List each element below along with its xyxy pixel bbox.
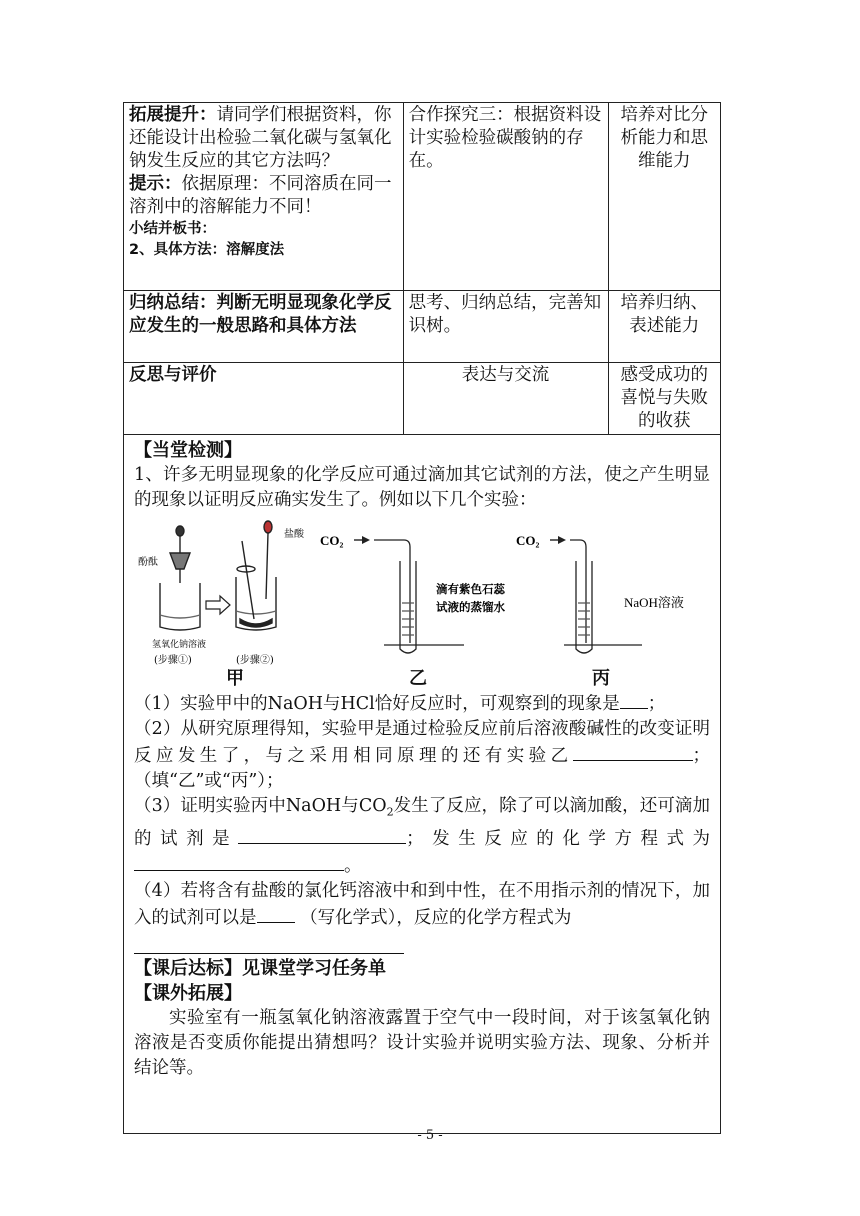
question-1: 1、许多无明显现象的化学反应可通过滴加其它试剂的方法，使之产生明显的现象以证明反应确实发生了。例如以下几个实验： (134, 465, 710, 510)
hint-text: 依据原理：不同溶质在同一溶剂中的溶解能力不同！ (129, 174, 392, 217)
cooperation-cell (403, 103, 608, 291)
class-test-heading: 【当堂检测】 (134, 440, 242, 461)
sub-question-3: （3）证明实验丙中NaOH与$CO_2$发生了反应，除了可以滴加酸，还可滴加的试剂是 ；发生反应的化学方程式为。 (134, 796, 711, 876)
naoh-label: NaOH溶液 (624, 595, 684, 610)
after-class-heading: 【课后达标】见课堂学习任务单 (134, 957, 386, 979)
hcl-label: 盐酸 (284, 529, 304, 540)
litmus-label-2: 试液的蒸馏水 (436, 600, 505, 614)
expression-cell: 表达与交流 (403, 363, 608, 435)
phenolphthalein-label: 酚酞 (138, 557, 158, 568)
table-row (124, 291, 721, 363)
extension-section-heading: 【课外拓展】 (134, 982, 242, 1004)
goal-cell: 培养对比分析能力和思维能力 (608, 103, 720, 291)
litmus-label-1: 滴有紫色石蕊 (436, 582, 505, 596)
figure-labels (134, 667, 710, 690)
extension-text: 请同学们根据资料，你还能设计出检验二氧化碳与氢氧化钠发生反应的其它方法吗？ (129, 105, 392, 171)
cooperation-heading: 合作探究三： (408, 105, 514, 125)
summary-cell: 归纳总结：判断无明显现象化学反应发生的一般思路和具体方法 (124, 291, 404, 363)
co2-label-b: CO₂ (320, 533, 344, 548)
co2-label-c: CO₂ (516, 533, 540, 548)
class-test-cell (124, 435, 721, 1134)
arrow-head-icon (558, 536, 566, 544)
table-row (124, 435, 721, 1134)
extension-heading: 拓展提升： (129, 105, 217, 125)
naoh-solution-label: 氢氧化钠溶液 (152, 640, 207, 650)
answer-blank (134, 935, 404, 954)
goal-cell: 感受成功的喜悦与失败的收获 (608, 363, 720, 435)
table-row (124, 103, 721, 291)
arrow-head-icon (362, 536, 370, 544)
answer-blank (573, 742, 693, 761)
answer-blank (257, 904, 295, 923)
method-label: 2、具体方法：溶解度法 (129, 242, 285, 258)
arrow-icon (206, 596, 230, 614)
experiment-figure (134, 519, 710, 669)
thinking-cell: 思考、归纳总结，完善知识树。 (403, 291, 608, 363)
lesson-table (123, 102, 721, 1134)
label-b: 乙 (409, 668, 427, 689)
sub-question-2: （2）从研究原理得知，实验甲是通过检验反应前后溶液酸碱性的改变证明反应发生了，与之采用相同原理的还有实验乙 ；（填“乙”或“丙”）； (134, 719, 710, 791)
page-number: - 5 - (417, 1128, 443, 1143)
reflection-cell: 反思与评价 (124, 363, 404, 435)
test-tube-b-icon (374, 540, 464, 653)
dropper-funnel-icon (170, 526, 190, 583)
sub-question-4: （4）若将含有盐酸的氯化钙溶液中和到中性，在不用指示剂的情况下，加入的试剂可以是 （写化学式），反应的化学方程式为 (134, 880, 710, 928)
hint-heading: 提示： (129, 174, 182, 194)
label-a: 甲 (226, 668, 244, 689)
answer-blank (134, 852, 344, 871)
extension-task: 实验室有一瓶氢氧化钠溶液露置于空气中一段时间，对于该氢氧化钠溶液是否变质你能提出猜想吗？设计实验并说明实验方法、现象、分析并结论等。 (134, 1007, 710, 1078)
step-1-label: (步骤①) (154, 655, 192, 666)
beaker-1-icon (160, 583, 200, 630)
sub-question-1: （1）实验甲中的NaOH与HCl恰好反应时，可观察到的现象是 ； (134, 690, 710, 717)
answer-blank (238, 825, 406, 844)
extension-cell (124, 103, 404, 291)
goal-cell: 培养归纳、表述能力 (608, 291, 720, 363)
step-2-label: (步骤②) (236, 655, 274, 666)
experiment-diagram (134, 519, 712, 669)
summary-label: 小结并板书： (129, 221, 216, 237)
answer-blank (620, 690, 648, 709)
table-row (124, 363, 721, 435)
label-c: 丙 (592, 668, 610, 689)
dropper-icon (264, 521, 272, 599)
beaker-2-icon (236, 541, 276, 630)
cooperation-text: 根据资料设计实验检验碳酸钠的存在。 (408, 105, 602, 171)
